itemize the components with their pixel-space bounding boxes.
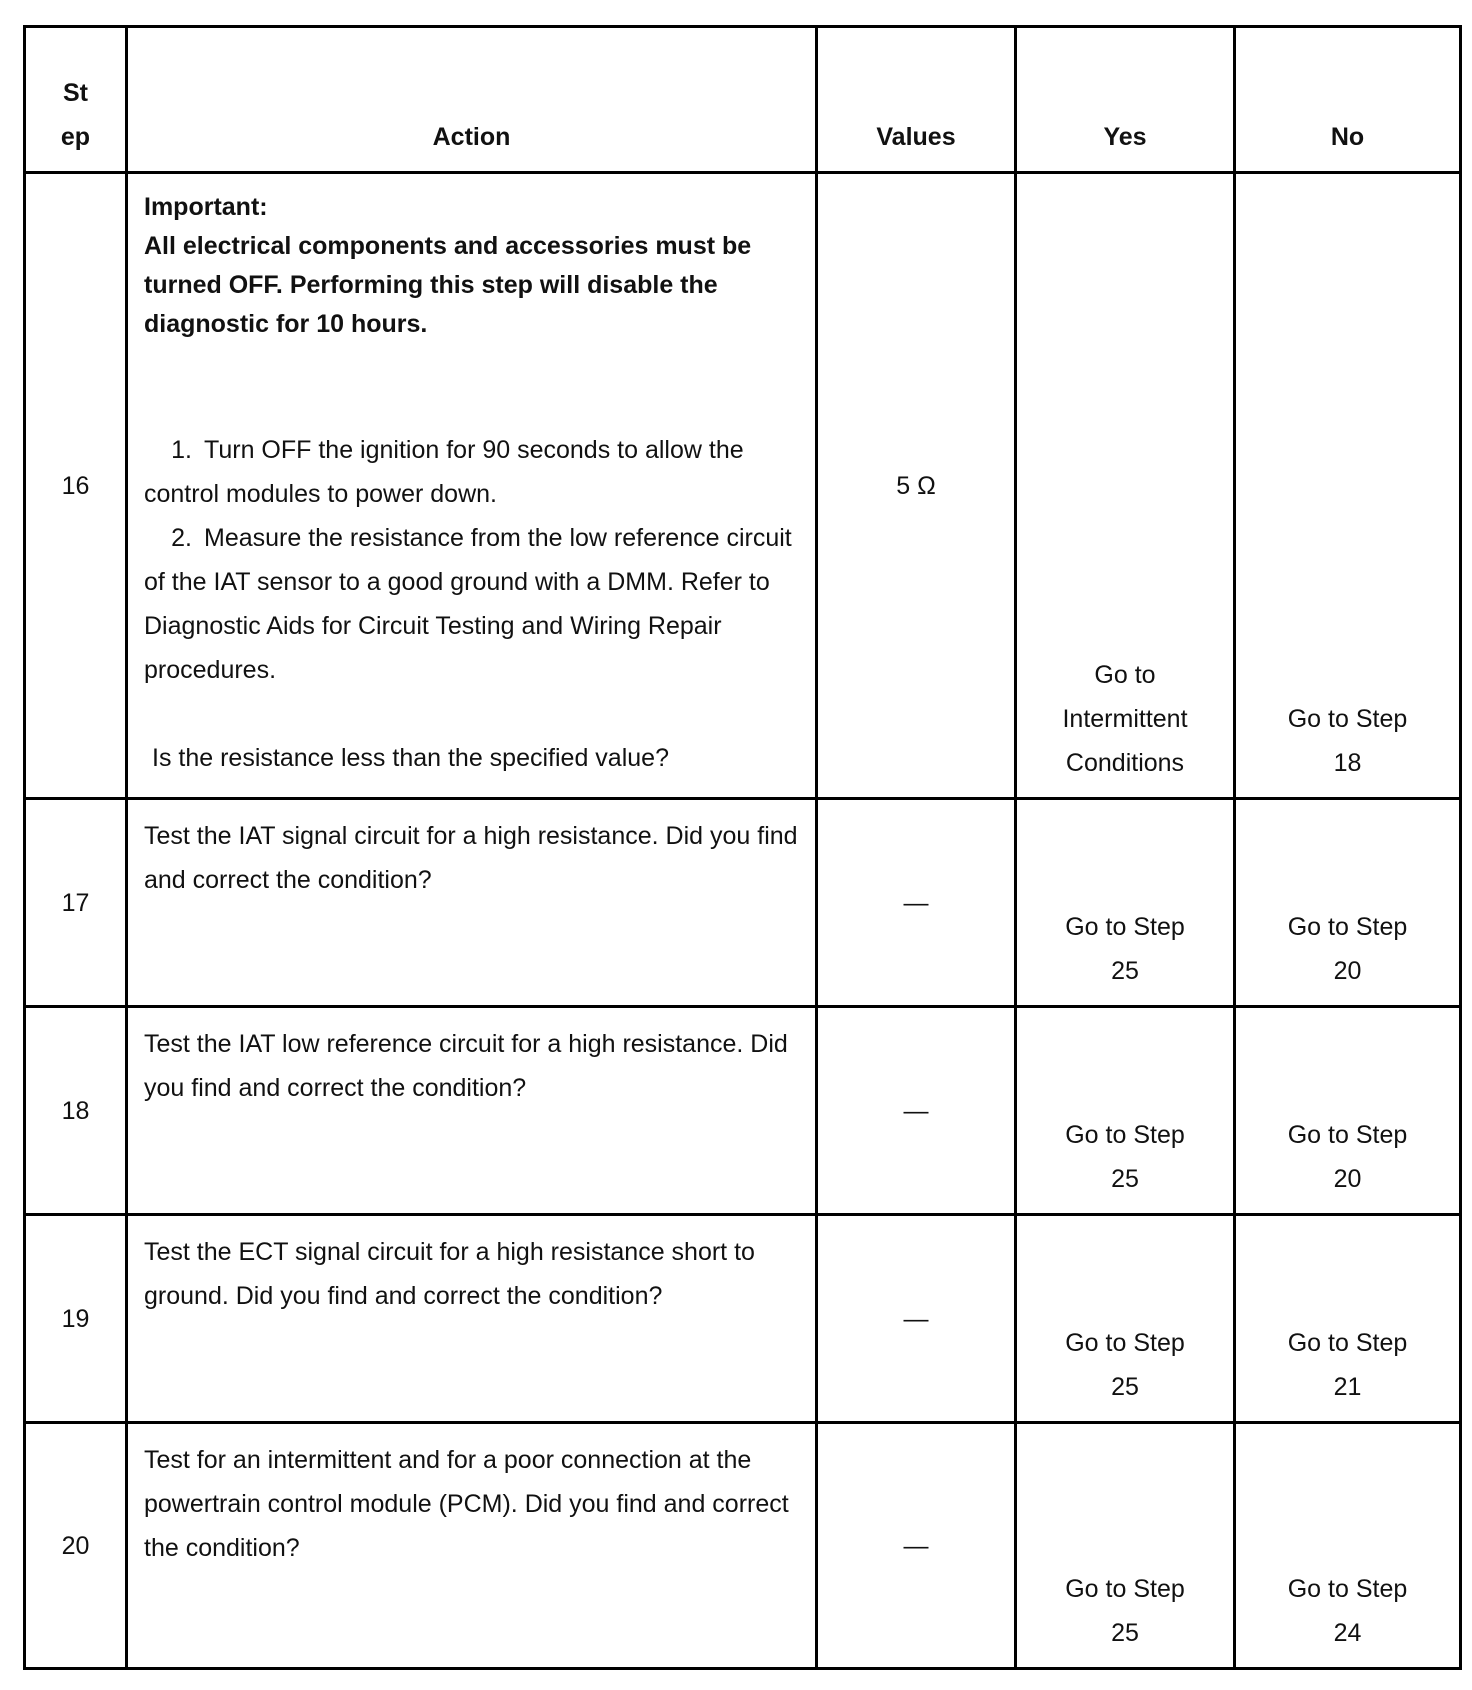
no-line: 21 [1333,1373,1362,1401]
action-column-header: Action [127,27,817,173]
step-header-line1: St [63,79,88,107]
step-number: 19 [25,1215,127,1423]
step-number: 16 [25,173,127,799]
action-steps-list [144,428,799,692]
value-cell: — [817,1215,1016,1423]
no-line: Go to Step [1287,1575,1408,1603]
header-row [25,27,1461,173]
value-cell: — [817,799,1016,1007]
no-line: 20 [1333,1165,1362,1193]
important-note [144,188,799,344]
step-number: 18 [25,1007,127,1215]
step-column-header [25,27,127,173]
yes-column-header: Yes [1016,27,1235,173]
yes-line: Go to Step [1065,1575,1185,1603]
step-number: 20 [25,1423,127,1669]
step-header-line2: ep [60,123,91,151]
list-item [144,516,799,692]
yes-cell [1016,1423,1235,1669]
yes-line: 25 [1111,1619,1139,1647]
table-row [25,1423,1461,1669]
no-line: Go to Step [1287,913,1408,941]
item-number: 1. [171,436,192,464]
action-cell: Test the IAT low reference circuit for a high resistance. Did you find and correct the condition? [127,1007,817,1215]
no-cell [1235,1215,1461,1423]
action-cell: Test the IAT signal circuit for a high resistance. Did you find and correct the condition? [127,799,817,1007]
action-cell [127,173,817,799]
no-line: Go to Step [1287,1121,1408,1149]
yes-line: 25 [1111,1373,1139,1401]
yes-cell [1016,799,1235,1007]
no-cell [1235,1007,1461,1215]
no-column-header: No [1235,27,1461,173]
value-cell: — [817,1007,1016,1215]
action-cell: Test for an intermittent and for a poor connection at the powertrain control module (PCM). Did you find and correct the condition? [127,1423,817,1669]
item-text: Turn OFF the ignition for 90 seconds to allow the control modules to power down. [144,436,744,508]
table-row [25,1007,1461,1215]
table-row [25,1215,1461,1423]
yes-line: Conditions [1065,749,1185,777]
list-item [144,428,799,516]
no-cell [1235,1423,1461,1669]
value-cell: 5 Ω [817,173,1016,799]
yes-line: 25 [1111,957,1139,985]
item-text: Measure the resistance from the low reference circuit of the IAT sensor to a good ground with a DMM. Refer to Diagnostic Aids for Circuit Testing and Wiring Repair procedures. [144,524,792,684]
yes-line: Go to Step [1065,1329,1185,1357]
action-cell: Test the ECT signal circuit for a high resistance short to ground. Did you find and correct the condition? [127,1215,817,1423]
yes-line: Go to Step [1065,913,1185,941]
yes-cell [1016,1007,1235,1215]
diagnostic-table [23,25,1462,1670]
step-number: 17 [25,799,127,1007]
values-column-header: Values [817,27,1016,173]
important-title: Important: [144,193,268,221]
yes-cell [1016,1215,1235,1423]
no-line: Go to Step [1287,705,1408,733]
yes-cell [1016,173,1235,799]
value-cell: — [817,1423,1016,1669]
item-number: 2. [171,524,192,552]
yes-line: Go to Step [1065,1121,1185,1149]
table-row [25,173,1461,799]
no-cell [1235,799,1461,1007]
yes-line: Intermittent [1062,705,1188,733]
no-line: 18 [1333,749,1362,777]
yes-line: Go to [1094,661,1156,689]
no-line: 24 [1333,1619,1362,1647]
important-body: All electrical components and accessories must be turned OFF. Performing this step will disable the diagnostic for 10 hours. [144,232,752,338]
no-line: Go to Step [1287,1329,1408,1357]
table-row [25,799,1461,1007]
no-line: 20 [1333,957,1362,985]
action-question: Is the resistance less than the specified value? [152,744,669,772]
yes-line: 25 [1111,1165,1139,1193]
no-cell [1235,173,1461,799]
